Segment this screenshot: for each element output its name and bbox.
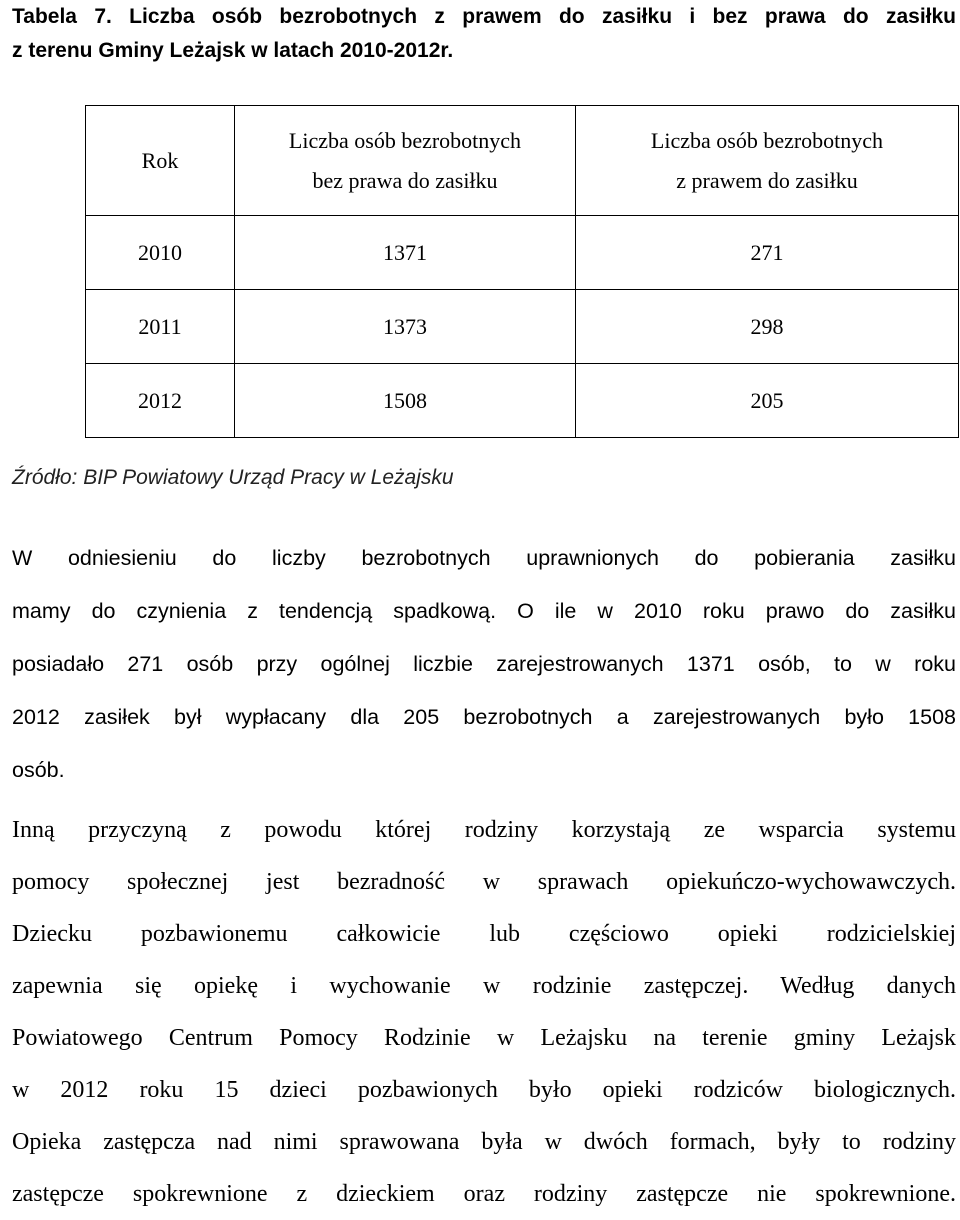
paragraph-line: Powiatowego Centrum Pomocy Rodzinie w Leżajsku na terenie gminy Leżajsk (12, 1025, 956, 1051)
paragraph-line: zastępcze spokrewnione z dzieckiem oraz rodziny zastępcze nie spokrewnione. (12, 1181, 956, 1207)
header-year (86, 106, 235, 216)
cell-with-benefit: 271 (576, 216, 959, 290)
header-year-label: Rok (141, 147, 179, 173)
paragraph-unemployment-trend (12, 532, 956, 797)
paragraph-line: posiadało 271 osób przy ogólnej liczbie zarejestrowanych 1371 osób, to w roku (12, 652, 956, 676)
paragraph-line: 2012 zasiłek był wypłacany dla 205 bezrobotnych a zarejestrowanych było 1508 (12, 705, 956, 729)
paragraph-line: w 2012 roku 15 dzieci pozbawionych było opieki rodziców biologicznych. (12, 1077, 956, 1103)
header-with-benefit-line-1: Liczba osób bezrobotnych (650, 127, 884, 153)
cell-without-benefit: 1508 (235, 364, 576, 438)
paragraph-line: W odniesieniu do liczby bezrobotnych uprawnionych do pobierania zasiłku (12, 546, 956, 570)
caption-line-2: z terenu Gminy Leżajsk w latach 2010-2012r. (12, 39, 454, 62)
paragraph-line: Opieka zastępcza nad nimi sprawowana była w dwóch formach, były to rodziny (12, 1129, 956, 1155)
cell-with-benefit: 205 (576, 364, 959, 438)
caption-line-1: Tabela 7. Liczba osób bezrobotnych z prawem do zasiłku i bez prawa do zasiłku (12, 5, 956, 28)
header-without-benefit-line-2: bez prawa do zasiłku (312, 167, 498, 193)
header-without-benefit (235, 106, 576, 216)
paragraph-foster-care (12, 804, 956, 1220)
table-source: Źródło: BIP Powiatowy Urząd Pracy w Leżajsku (12, 466, 454, 489)
paragraph-line: zapewnia się opiekę i wychowanie w rodzinie zastępczej. Według danych (12, 973, 956, 999)
paragraph-line: Inną przyczyną z powodu której rodziny korzystają ze wsparcia systemu (12, 817, 956, 843)
unemployment-table (85, 105, 959, 438)
header-without-benefit-line-1: Liczba osób bezrobotnych (288, 127, 522, 153)
paragraph-line: osób. (12, 758, 65, 782)
paragraph-line: Dziecku pozbawionemu całkowicie lub częściowo opieki rodzicielskiej (12, 921, 956, 947)
table-header-row (86, 106, 959, 216)
table-row (86, 290, 959, 364)
cell-year: 2010 (86, 216, 235, 290)
cell-without-benefit: 1373 (235, 290, 576, 364)
table-row (86, 364, 959, 438)
paragraph-line: pomocy społecznej jest bezradność w sprawach opiekuńczo-wychowawczych. (12, 869, 956, 895)
paragraph-line: mamy do czynienia z tendencją spadkową. O ile w 2010 roku prawo do zasiłku (12, 599, 956, 623)
table-caption (12, 0, 956, 68)
header-with-benefit-line-2: z prawem do zasiłku (676, 167, 858, 193)
cell-year: 2011 (86, 290, 235, 364)
cell-year: 2012 (86, 364, 235, 438)
cell-with-benefit: 298 (576, 290, 959, 364)
table-row (86, 216, 959, 290)
cell-without-benefit: 1371 (235, 216, 576, 290)
header-with-benefit (576, 106, 959, 216)
